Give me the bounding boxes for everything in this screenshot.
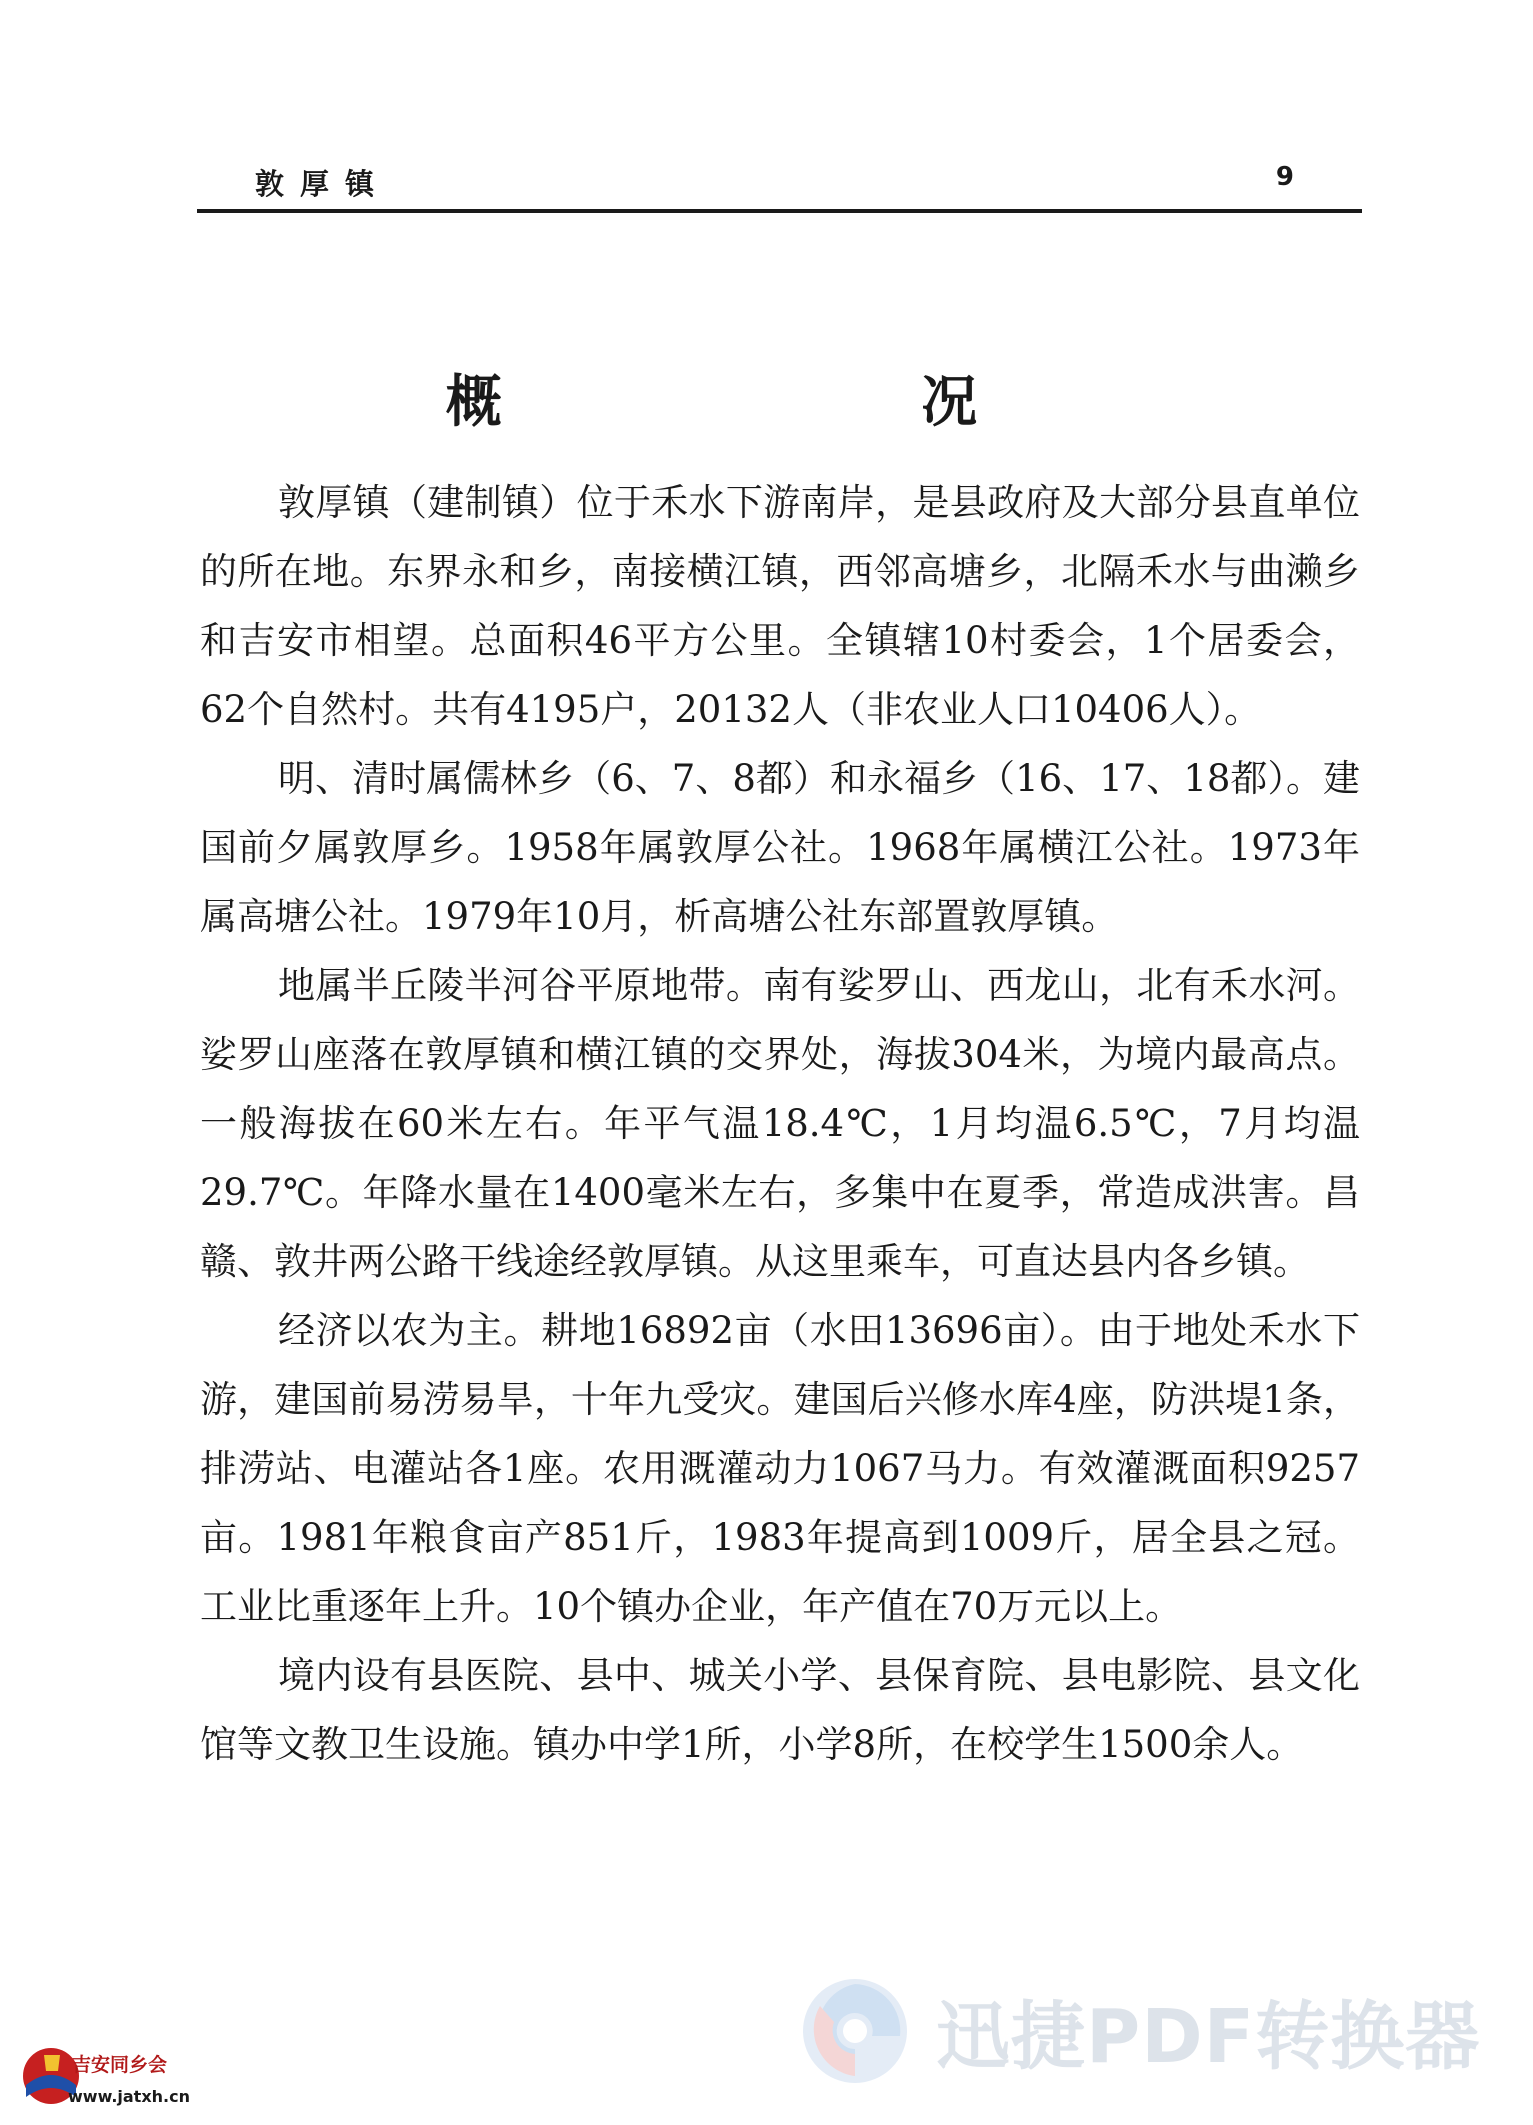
chapter-title: 概 况 bbox=[445, 370, 1178, 435]
pdf-converter-watermark bbox=[788, 1970, 1508, 2090]
paragraph-economy: 经济以农为主。耕地16892亩（水田13696亩）。由于地处禾水下游，建国前易涝易旱，十年九受灾。建国后兴修水库4座，防洪堤1条，排涝站、电灌站各1座。农用溉灌动力1067马力。有效灌溉面积9257亩。1981年粮食亩产851斤，1983年提高到1009斤，居全县之冠。工业比重逐年上升。10个镇办企业，年产值在70万元以上。 bbox=[200, 1309, 1360, 1628]
site-name: 吉安同乡会 bbox=[72, 2054, 168, 2076]
running-title: 敦厚镇 bbox=[255, 167, 391, 201]
site-url: www.jatxh.cn bbox=[68, 2087, 190, 2106]
paragraph-facilities: 境内设有县医院、县中、城关小学、县保育院、县电影院、县文化馆等文教卫生设施。镇办中学1所，小学8所，在校学生1500余人。 bbox=[200, 1654, 1360, 1766]
paragraph-history: 明、清时属儒林乡（6、7、8都）和永福乡（16、17、18都）。建国前夕属敦厚乡。1958年属敦厚公社。1968年属横江公社。1973年属高塘公社。1979年10月，析高塘公社东部置敦厚镇。 bbox=[200, 757, 1360, 938]
site-logo bbox=[0, 2045, 200, 2125]
paragraph-geography: 地属半丘陵半河谷平原地带。南有娑罗山、西龙山，北有禾水河。娑罗山座落在敦厚镇和横江镇的交界处，海拔304米，为境内最高点。一般海拔在60米左右。年平气温18.4℃，1月均温6.5℃，7月均温29.7℃。年降水量在1400毫米左右，多集中在夏季，常造成洪害。昌赣、敦井两公路干线途经敦厚镇。从这里乘车，可直达县内各乡镇。 bbox=[200, 964, 1360, 1283]
paragraph-overview: 敦厚镇（建制镇）位于禾水下游南岸，是县政府及大部分县直单位的所在地。东界永和乡，南接横江镇，西邻高塘乡，北隔禾水与曲濑乡和吉安市相望。总面积46平方公里。全镇辖10村委会，1个居委会，62个自然村。共有4195户，20132人（非农业人口10406人）。 bbox=[200, 481, 1360, 731]
running-header bbox=[200, 158, 1360, 202]
page-number: 9 bbox=[1275, 162, 1294, 192]
body-text bbox=[200, 468, 1360, 1779]
header-rule bbox=[197, 209, 1362, 213]
xunjie-pdf-logo-icon bbox=[800, 1976, 910, 2086]
watermark-text: 迅捷PDF转换器 bbox=[936, 1994, 1481, 2080]
